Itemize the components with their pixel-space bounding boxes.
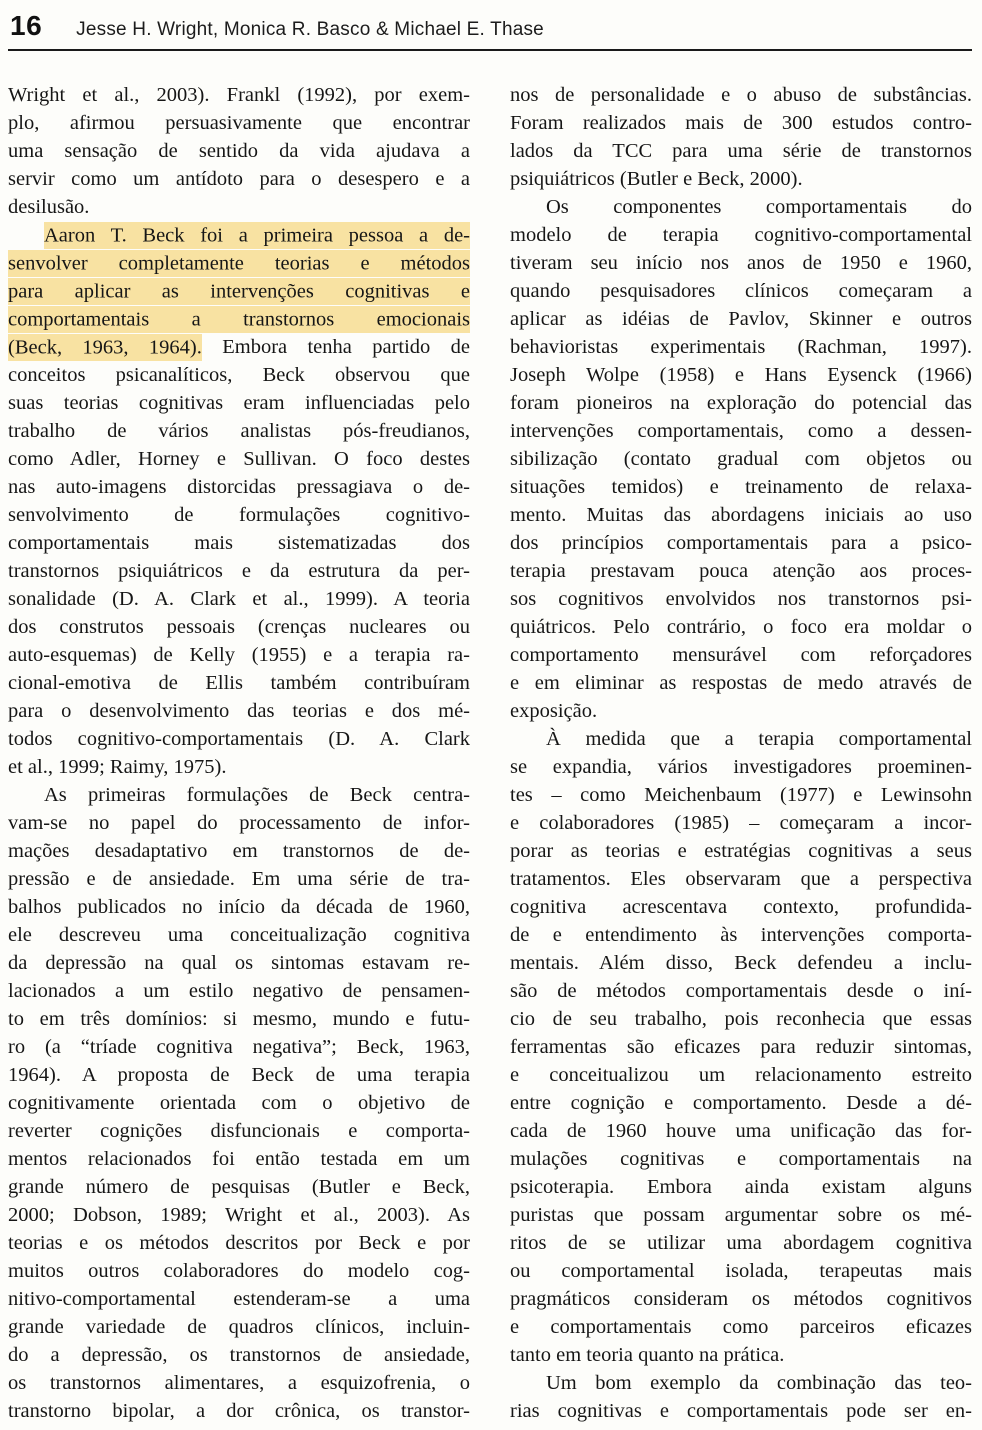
text-line xyxy=(8,1145,470,1173)
text-line xyxy=(510,221,972,249)
text-segment: to em três domínios: si mesmo, mundo e futu- xyxy=(8,1008,470,1030)
text-line xyxy=(510,893,972,921)
text-line xyxy=(510,781,972,809)
text-line xyxy=(8,1313,470,1341)
text-segment: psiquiátricos (Butler e Beck, 2000). xyxy=(510,168,803,190)
text-line xyxy=(8,1397,470,1425)
text-segment: dos construtos pessoais (crenças nucleares ou xyxy=(8,616,470,638)
text-segment: servir como um antídoto para o desespero e a xyxy=(8,168,470,190)
text-line xyxy=(8,949,470,977)
text-line xyxy=(8,221,470,249)
text-line xyxy=(510,837,972,865)
text-segment: modelo de terapia cognitivo-comportamental xyxy=(510,224,972,246)
text-segment: terapia prestavam pouca atenção aos proces- xyxy=(510,560,972,582)
text-line xyxy=(510,1089,972,1117)
text-segment: ro (a “tríade cognitiva negativa”; Beck, 1963, xyxy=(8,1036,470,1058)
page-number: 16 xyxy=(10,10,43,41)
text-line xyxy=(510,1061,972,1089)
text-segment: do a depressão, os transtornos de ansiedade, xyxy=(8,1344,470,1366)
text-line xyxy=(510,949,972,977)
text-segment: cognitivamente orientada com o objetivo de xyxy=(8,1092,470,1114)
text-segment: e comportamentais como parceiros eficazes xyxy=(510,1316,972,1338)
text-line xyxy=(8,109,470,137)
text-line xyxy=(510,613,972,641)
text-segment: pragmáticos consideram os métodos cognitivos xyxy=(510,1288,972,1310)
text-line xyxy=(510,305,972,333)
text-line xyxy=(510,697,972,725)
text-segment: suas teorias cognitivas eram influenciadas pelo xyxy=(8,392,470,414)
text-segment: grande número de pesquisas (Butler e Beck, xyxy=(8,1176,470,1198)
text-line xyxy=(8,697,470,725)
text-line xyxy=(8,249,470,277)
text-line xyxy=(8,1257,470,1285)
text-segment: desilusão. xyxy=(8,196,90,218)
text-segment: Os componentes comportamentais do xyxy=(546,196,972,218)
text-segment: todos cognitivo-comportamentais (D. A. Clark xyxy=(8,728,470,750)
text-segment: conceitos psicanalíticos, Beck observou que xyxy=(8,364,470,386)
text-line xyxy=(8,781,470,809)
text-segment: porar as teorias e estratégias cognitivas a seus xyxy=(510,840,972,862)
text-segment: ou comportamental isolada, terapeutas mais xyxy=(510,1260,972,1282)
text-segment: et al., 1999; Raimy, 1975). xyxy=(8,756,227,778)
text-segment: exposição. xyxy=(510,700,598,722)
text-line xyxy=(510,977,972,1005)
text-segment: cognitiva acrescentava contexto, profundida- xyxy=(510,896,972,918)
text-segment: trabalho de vários analistas pós-freudianos, xyxy=(8,420,470,442)
text-line xyxy=(510,809,972,837)
text-segment: muitos outros colaboradores do modelo cog- xyxy=(8,1260,470,1282)
text-line xyxy=(8,1117,470,1145)
text-segment: se expandia, vários investigadores proeminen- xyxy=(510,756,972,778)
text-segment: tiveram seu início nos anos de 1950 e 1960, xyxy=(510,252,972,274)
text-segment: behavioristas experimentais (Rachman, 1997). xyxy=(510,336,972,358)
text-line xyxy=(510,473,972,501)
text-line xyxy=(510,669,972,697)
text-line xyxy=(510,249,972,277)
text-segment: de e entendimento às intervenções comporta- xyxy=(510,924,972,946)
text-column-right xyxy=(510,81,972,1425)
running-head-authors: Jesse H. Wright, Monica R. Basco & Michael E. Thase xyxy=(76,19,544,40)
text-line xyxy=(510,1005,972,1033)
text-line xyxy=(8,81,470,109)
text-line xyxy=(8,1089,470,1117)
text-segment: rias cognitivas e comportamentais pode ser en- xyxy=(510,1400,972,1422)
text-segment: Embora tenha partido de xyxy=(201,336,471,358)
text-segment: são de métodos comportamentais desde o iní- xyxy=(510,980,972,1002)
text-segment: tratamentos. Eles observaram que a perspectiva xyxy=(510,868,972,890)
text-line xyxy=(8,1229,470,1257)
text-segment: quiátricos. Pelo contrário, o foco era moldar o xyxy=(510,616,972,638)
text-segment: para o desenvolvimento das teorias e dos mé- xyxy=(8,700,470,722)
text-segment: mentais. Além disso, Beck defendeu a inclu- xyxy=(510,952,972,974)
text-line xyxy=(8,753,470,781)
text-line xyxy=(8,1061,470,1089)
text-line xyxy=(510,725,972,753)
text-segment: nos de personalidade e o abuso de substâncias. xyxy=(510,84,972,106)
highlighted-text: senvolver completamente teorias e métodos xyxy=(8,250,470,277)
text-line xyxy=(510,361,972,389)
text-segment: intervenções comportamentais, como a dessen- xyxy=(510,420,972,442)
body-text xyxy=(8,81,972,1425)
text-segment: mento. Muitas das abordagens iniciais ao uso xyxy=(510,504,972,526)
text-segment: 1964). A proposta de Beck de uma terapia xyxy=(8,1064,470,1086)
text-line xyxy=(510,753,972,781)
text-segment: tes – como Meichenbaum (1977) e Lewinsohn xyxy=(510,784,972,806)
text-segment: lacionados a um estilo negativo de pensamen- xyxy=(8,980,470,1002)
text-line xyxy=(510,641,972,669)
highlighted-text: (Beck, 1963, 1964). xyxy=(8,334,202,361)
text-segment: As primeiras formulações de Beck centra- xyxy=(44,784,470,806)
text-segment: como Adler, Horney e Sullivan. O foco destes xyxy=(8,448,470,470)
text-segment: pressão e de ansiedade. Em uma série de tra- xyxy=(8,868,470,890)
text-segment: cada de 1960 houve uma unificação das for- xyxy=(510,1120,972,1142)
text-line xyxy=(8,1341,470,1369)
highlighted-text: Aaron T. Beck foi a primeira pessoa a de- xyxy=(44,222,470,249)
text-segment: lados da TCC para uma série de transtornos xyxy=(510,140,972,162)
text-segment: puristas que possam argumentar sobre os mé- xyxy=(510,1204,972,1226)
text-segment: Joseph Wolpe (1958) e Hans Eysenck (1966) xyxy=(510,364,972,386)
text-line xyxy=(510,389,972,417)
text-line xyxy=(510,1313,972,1341)
text-segment: psicoterapia. Embora ainda existam alguns xyxy=(510,1176,972,1198)
text-segment: cional-emotiva de Ellis também contribuíram xyxy=(8,672,470,694)
text-segment: nitivo-comportamental estenderam-se a uma xyxy=(8,1288,470,1310)
text-line xyxy=(8,305,470,333)
text-segment: À medida que a terapia comportamental xyxy=(546,728,972,750)
highlighted-text: para aplicar as intervenções cognitivas e xyxy=(8,278,470,305)
page-header xyxy=(8,10,972,42)
text-line xyxy=(510,501,972,529)
text-segment: aplicar as idéias de Pavlov, Skinner e outros xyxy=(510,308,972,330)
text-line xyxy=(8,193,470,221)
text-line xyxy=(8,445,470,473)
text-line xyxy=(510,1341,972,1369)
text-line xyxy=(8,473,470,501)
text-segment: dos princípios comportamentais para a psico- xyxy=(510,532,972,554)
text-line xyxy=(510,109,972,137)
text-segment: e conceitualizou um relacionamento estreito xyxy=(510,1064,972,1086)
text-segment: situações temidos) e treinamento de relaxa- xyxy=(510,476,972,498)
text-line xyxy=(8,165,470,193)
text-line xyxy=(8,669,470,697)
text-segment: sibilização (contato gradual com objetos ou xyxy=(510,448,972,470)
text-line xyxy=(8,389,470,417)
text-line xyxy=(8,613,470,641)
text-line xyxy=(510,557,972,585)
text-line xyxy=(510,1145,972,1173)
text-segment: ferramentas são eficazes para reduzir sintomas, xyxy=(510,1036,972,1058)
text-segment: transtornos psiquiátricos e da estrutura da per- xyxy=(8,560,470,582)
text-line xyxy=(510,1257,972,1285)
text-segment: e em eliminar as respostas de medo através de xyxy=(510,672,972,694)
text-segment: vam-se no papel do processamento de infor- xyxy=(8,812,470,834)
text-segment: Foram realizados mais de 300 estudos contro- xyxy=(510,112,972,134)
text-segment: mentos relacionados foi então testada em um xyxy=(8,1148,470,1170)
text-segment: grande variedade de quadros clínicos, incluin- xyxy=(8,1316,470,1338)
text-line xyxy=(8,865,470,893)
text-line xyxy=(8,417,470,445)
text-line xyxy=(510,445,972,473)
text-segment: balhos publicados no início da década de 1960, xyxy=(8,896,470,918)
text-line xyxy=(8,809,470,837)
highlighted-text: comportamentais a transtornos emocionais xyxy=(8,306,470,333)
text-line xyxy=(510,585,972,613)
text-segment: senvolvimento de formulações cognitivo- xyxy=(8,504,470,526)
text-segment: transtorno bipolar, a dor crônica, os transtor- xyxy=(8,1400,470,1422)
text-segment: Wright et al., 2003). Frankl (1992), por exem- xyxy=(8,84,470,106)
text-line xyxy=(510,277,972,305)
text-line xyxy=(8,333,470,361)
text-segment: da depressão na qual os sintomas estavam re- xyxy=(8,952,470,974)
text-line xyxy=(8,1285,470,1313)
text-segment: entre cognição e comportamento. Desde a dé- xyxy=(510,1092,972,1114)
text-column-left xyxy=(8,81,470,1425)
text-line xyxy=(510,193,972,221)
text-line xyxy=(8,977,470,1005)
text-line xyxy=(8,725,470,753)
text-segment: tanto em teoria quanto na prática. xyxy=(510,1344,785,1366)
text-line xyxy=(8,585,470,613)
text-line xyxy=(510,1369,972,1397)
text-line xyxy=(8,837,470,865)
text-line xyxy=(510,921,972,949)
text-line xyxy=(8,921,470,949)
text-line xyxy=(510,165,972,193)
text-segment: cio de seu trabalho, pois reconhecia que essas xyxy=(510,1008,972,1030)
text-line xyxy=(510,1229,972,1257)
text-segment: ritos de se utilizar uma abordagem cognitiva xyxy=(510,1232,972,1254)
text-line xyxy=(510,1173,972,1201)
text-segment: plo, afirmou persuasivamente que encontrar xyxy=(8,112,470,134)
text-segment: quando pesquisadores clínicos começaram a xyxy=(510,280,972,302)
text-line xyxy=(510,1285,972,1313)
text-line xyxy=(8,277,470,305)
text-segment: sos cognitivos envolvidos nos transtornos psi- xyxy=(510,588,972,610)
text-line xyxy=(510,81,972,109)
text-segment: mulações cognitivas e comportamentais na xyxy=(510,1148,972,1170)
text-line xyxy=(510,417,972,445)
text-segment: comportamentais mais sistematizadas dos xyxy=(8,532,470,554)
text-segment: e colaboradores (1985) – começaram a incor- xyxy=(510,812,972,834)
text-line xyxy=(8,893,470,921)
text-line xyxy=(510,1201,972,1229)
text-line xyxy=(8,1033,470,1061)
text-segment: foram pioneiros na exploração do potencial das xyxy=(510,392,972,414)
text-segment: nas auto-imagens distorcidas pressagiava o de- xyxy=(8,476,470,498)
text-line xyxy=(8,641,470,669)
text-line xyxy=(8,557,470,585)
text-line xyxy=(510,1117,972,1145)
text-segment: auto-esquemas) de Kelly (1955) e a terapia ra- xyxy=(8,644,470,666)
header-rule xyxy=(8,49,972,51)
text-segment: teorias e os métodos descritos por Beck e por xyxy=(8,1232,470,1254)
text-line xyxy=(510,529,972,557)
text-segment: 2000; Dobson, 1989; Wright et al., 2003). As xyxy=(8,1204,470,1226)
text-line xyxy=(510,865,972,893)
text-segment: comportamento mensurável com reforçadores xyxy=(510,644,972,666)
text-segment: os transtornos alimentares, a esquizofrenia, o xyxy=(8,1372,470,1394)
text-line xyxy=(8,1201,470,1229)
text-line xyxy=(510,1397,972,1425)
text-line xyxy=(8,137,470,165)
text-line xyxy=(510,1033,972,1061)
text-line xyxy=(8,1005,470,1033)
text-line xyxy=(510,137,972,165)
text-segment: Um bom exemplo da combinação das teo- xyxy=(546,1372,972,1394)
text-line xyxy=(8,529,470,557)
text-segment: uma sensação de sentido da vida ajudava a xyxy=(8,140,470,162)
text-line xyxy=(8,1173,470,1201)
text-line xyxy=(8,501,470,529)
text-segment: sonalidade (D. A. Clark et al., 1999). A teoria xyxy=(8,588,470,610)
text-segment: mações desadaptativo em transtornos de de- xyxy=(8,840,470,862)
text-segment: ele descreveu uma conceitualização cognitiva xyxy=(8,924,470,946)
text-line xyxy=(8,1369,470,1397)
text-segment: reverter cognições disfuncionais e comporta- xyxy=(8,1120,470,1142)
text-line xyxy=(8,361,470,389)
text-line xyxy=(510,333,972,361)
